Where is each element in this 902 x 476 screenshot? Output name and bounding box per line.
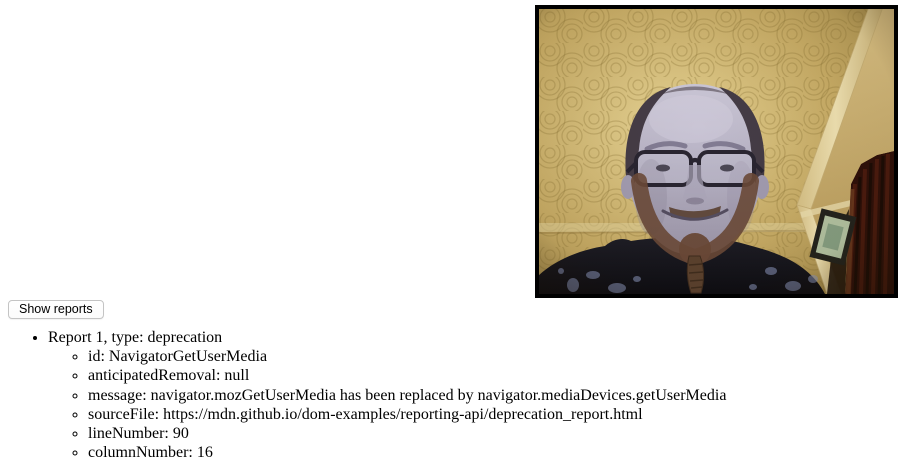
webcam-video [535, 5, 898, 298]
report-detail-id: ◦ id: NavigatorGetUserMedia [88, 347, 726, 366]
vignette [539, 9, 894, 294]
reports-section [8, 328, 726, 462]
report-detail-line-number: ◦ lineNumber: 90 [88, 424, 726, 443]
report-title: Report 1, type: deprecation [48, 329, 223, 346]
report-details-list [48, 347, 726, 462]
webcam-scene [539, 9, 894, 294]
report-detail-column-number: ◦ columnNumber: 16 [88, 443, 726, 462]
show-reports-button[interactable]: Show reports [8, 300, 104, 319]
report-detail-message: ◦ message: navigator.mozGetUserMedia has been replaced by navigator.mediaDevices.getUserMedia [88, 386, 726, 405]
report-detail-anticipated-removal: ◦ anticipatedRemoval: null [88, 366, 726, 385]
report-item [48, 328, 726, 462]
reports-list [8, 328, 726, 462]
report-detail-source-file: ◦ sourceFile: https://mdn.github.io/dom-examples/reporting-api/deprecation_report.html [88, 405, 726, 424]
